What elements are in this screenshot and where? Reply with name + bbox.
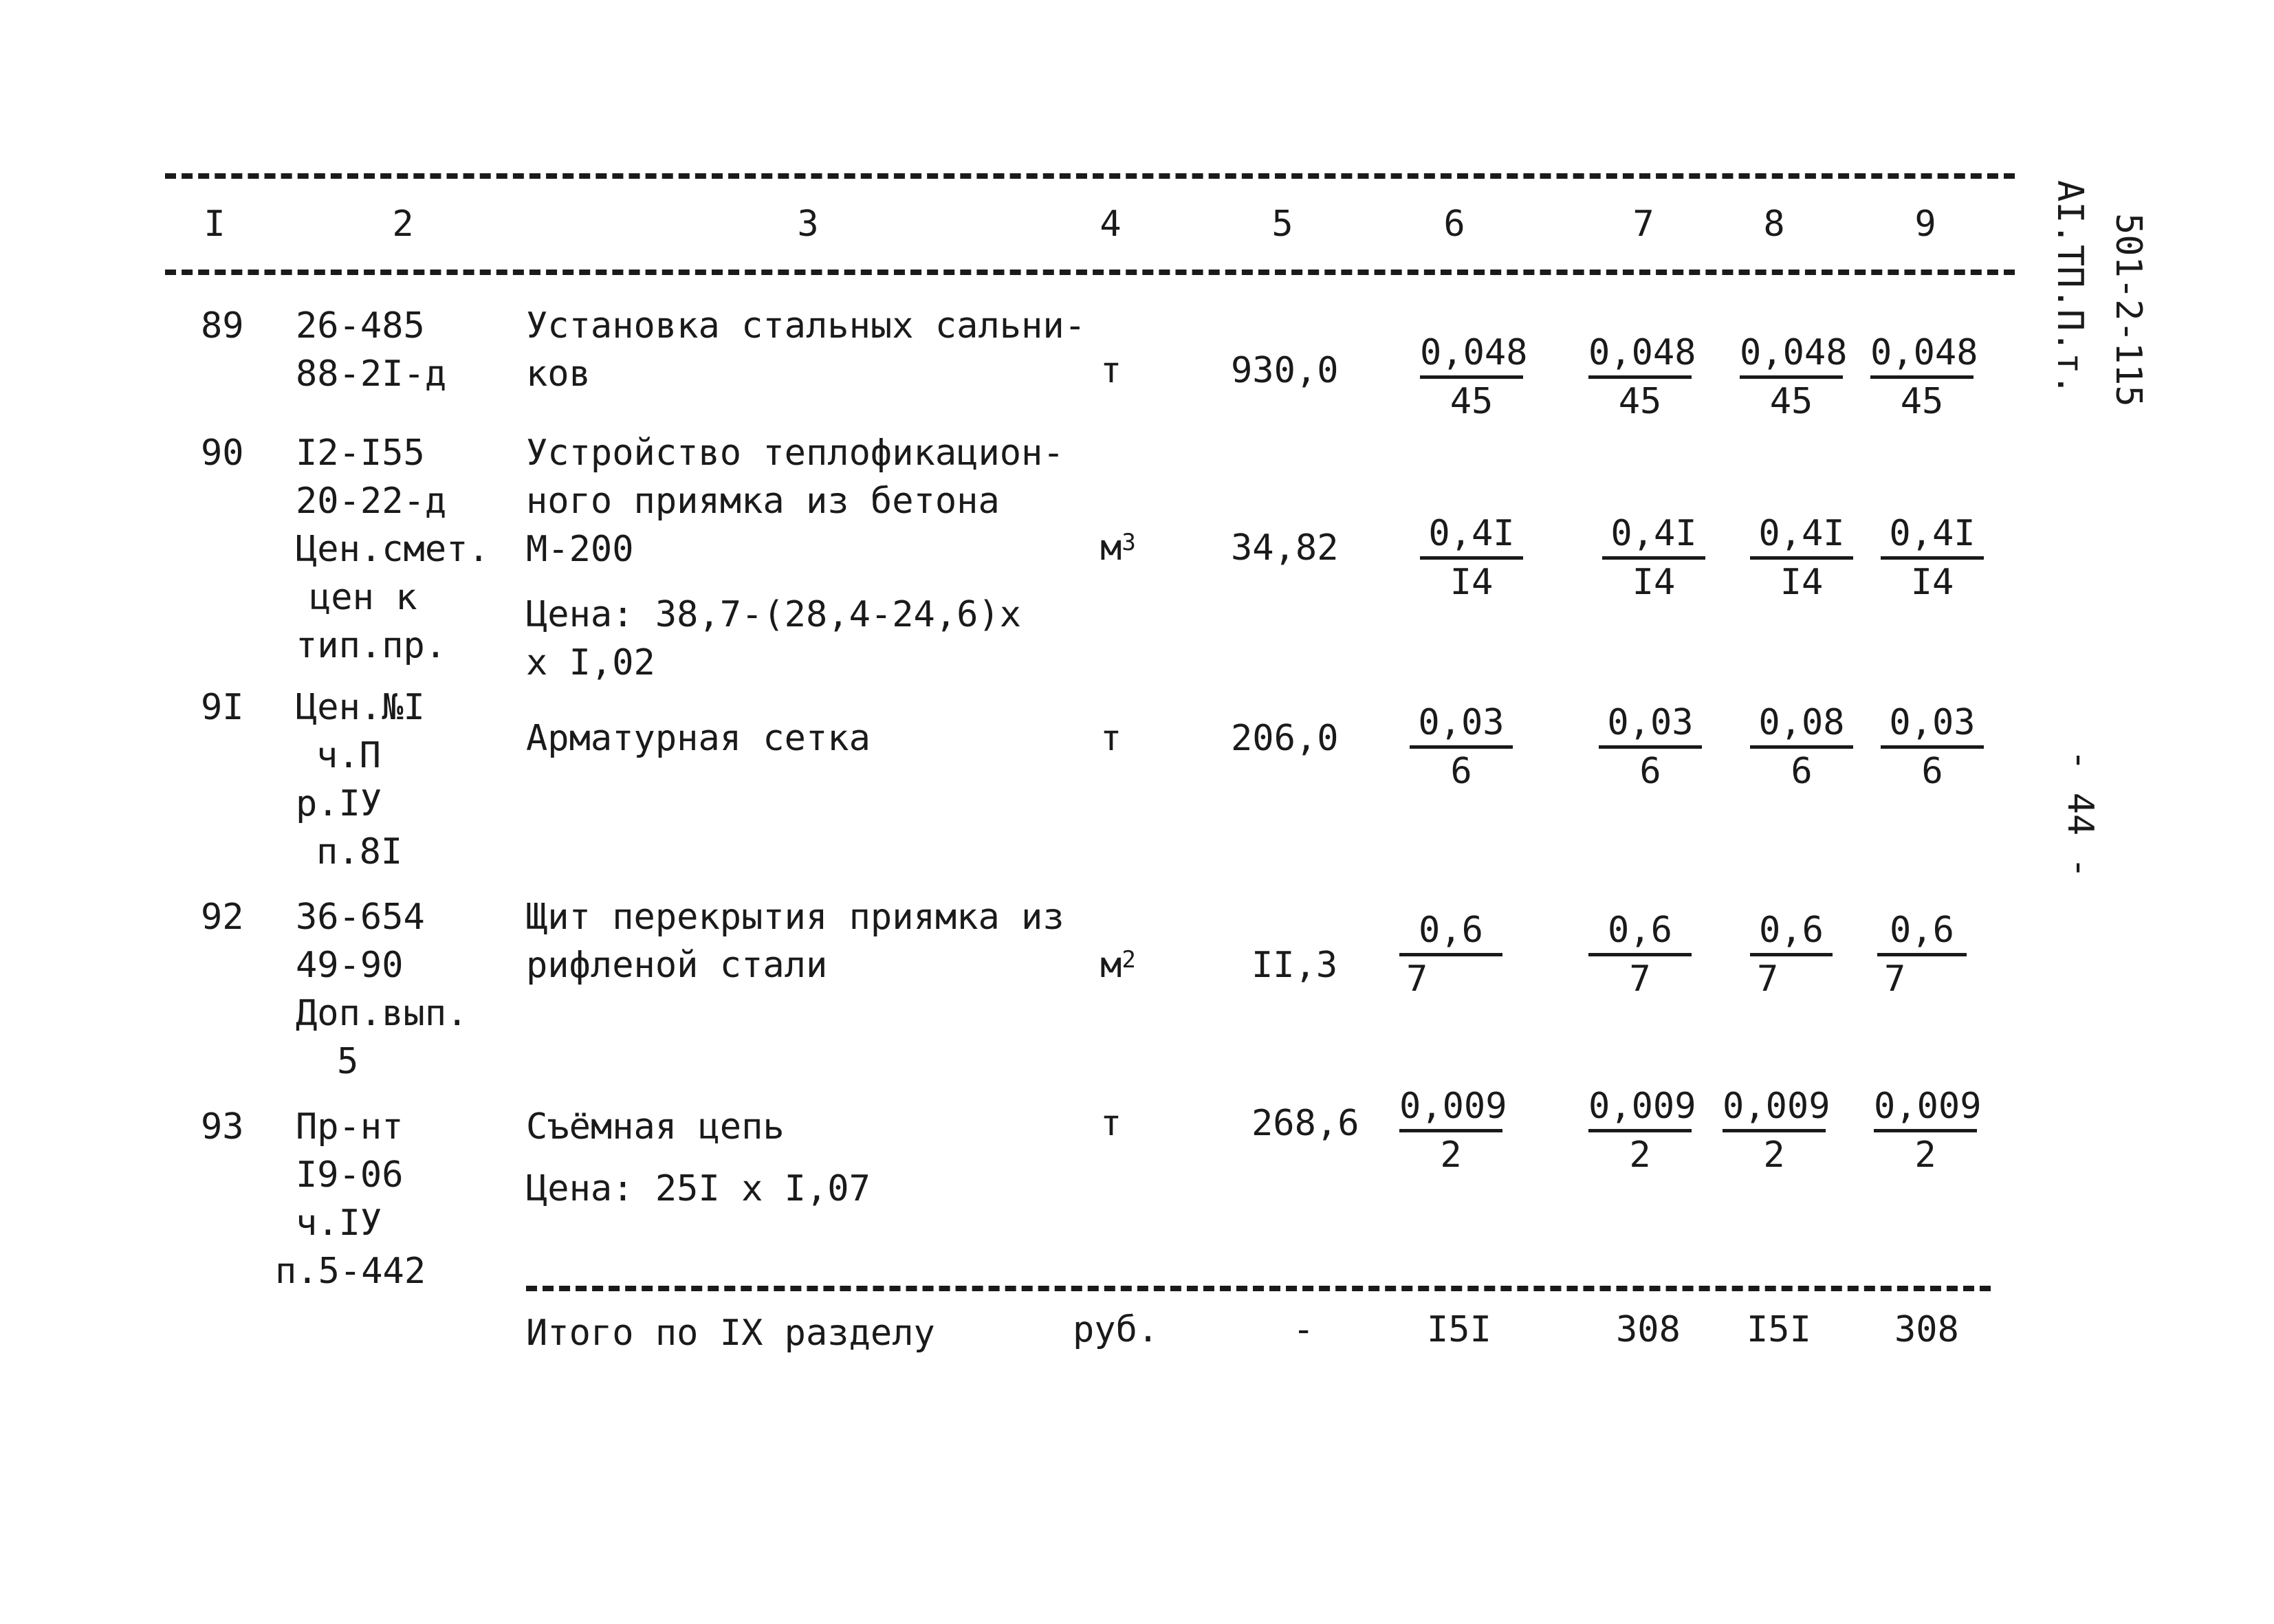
row-code: 5	[337, 1041, 359, 1082]
cost-col6: $\frac{0,009}{2}$	[1399, 1086, 1507, 1176]
unit-text: т	[1100, 1103, 1122, 1144]
unit-text: м	[1100, 945, 1122, 986]
row-quantity: 206,0	[1231, 718, 1339, 759]
cost-col7: $\frac{0,4I}{I4}$	[1602, 512, 1705, 604]
row-price-note: Цена: 25I х I,07	[526, 1168, 871, 1209]
row-number: 93	[201, 1106, 244, 1148]
row-code: цен к	[309, 577, 417, 618]
row-code: тип.пр.	[296, 625, 447, 666]
cost-col6: $\frac{0,6}{7}$	[1399, 909, 1502, 1000]
total-rule	[526, 1286, 1991, 1291]
col-header-8: 8	[1763, 204, 1785, 245]
cost-col8: $\frac{0,4I}{I4}$	[1750, 512, 1853, 604]
cost-col6: $\frac{0,03}{6}$	[1410, 701, 1513, 793]
row-code: ч.IУ	[296, 1203, 382, 1244]
row-number: 9I	[201, 687, 244, 728]
row-description: Съёмная цепь	[526, 1106, 785, 1148]
col-header-5: 5	[1271, 204, 1293, 245]
row-quantity: II,3	[1251, 945, 1338, 986]
row-code: I9-06	[296, 1154, 404, 1196]
cost-col6: $\frac{0,048}{45}$	[1420, 332, 1528, 422]
total-label: Итого по IX разделу	[526, 1313, 935, 1354]
row-code: Пр-нт	[296, 1106, 404, 1148]
row-code: I2-I55	[296, 432, 425, 474]
cost-col8: $\frac{0,6}{7}$	[1750, 909, 1833, 1000]
cost-col8: $\frac{0,048}{45}$	[1740, 332, 1848, 422]
total-col7: 308	[1616, 1309, 1681, 1350]
cost-col9: $\frac{0,6}{7}$	[1877, 909, 1967, 1000]
row-description: Щит перекрытия приямка из	[526, 897, 1064, 938]
unit-text: т	[1100, 350, 1122, 391]
total-quantity: -	[1293, 1309, 1315, 1350]
row-price-note: Цена: 38,7-(28,4-24,6)х	[526, 594, 1022, 635]
row-code: ч.П	[316, 735, 381, 776]
unit-text: т	[1100, 718, 1122, 759]
cost-col9: $\frac{0,4I}{I4}$	[1881, 512, 1984, 604]
col-header-6: 6	[1443, 204, 1465, 245]
row-description: Устройство теплофикацион-	[526, 432, 1064, 474]
row-description: М-200	[526, 529, 634, 570]
row-unit	[1100, 347, 1122, 394]
unit-exponent: 3	[1122, 529, 1136, 556]
cost-col7: $\frac{0,048}{45}$	[1588, 332, 1696, 422]
total-col6: I5I	[1427, 1309, 1491, 1350]
row-description: рифленой стали	[526, 945, 828, 986]
row-code: п.5-442	[275, 1251, 426, 1292]
col-header-1: I	[204, 204, 226, 245]
row-number: 92	[201, 897, 244, 938]
cost-col9: $\frac{0,009}{2}$	[1874, 1086, 1982, 1176]
row-description: Установка стальных сальни-	[526, 305, 1086, 347]
cost-col6: $\frac{0,4I}{I4}$	[1420, 512, 1523, 604]
col-header-9: 9	[1914, 204, 1936, 245]
cost-col7: $\frac{0,6}{7}$	[1588, 909, 1692, 1000]
row-number: 90	[201, 432, 244, 474]
row-unit	[1100, 942, 1136, 989]
col-header-4: 4	[1100, 204, 1122, 245]
row-quantity: 268,6	[1251, 1103, 1359, 1144]
cost-col9: $\frac{0,03}{6}$	[1881, 701, 1984, 793]
cost-col8: $\frac{0,08}{6}$	[1750, 701, 1853, 793]
row-description: ного приямка из бетона	[526, 481, 1000, 522]
row-code: 36-654	[296, 897, 425, 938]
row-unit	[1100, 1100, 1122, 1147]
row-unit	[1100, 715, 1122, 762]
row-code: п.8I	[316, 831, 403, 873]
row-description: Арматурная сетка	[526, 718, 871, 759]
row-quantity: 34,82	[1231, 527, 1339, 569]
page-number: - 44 -	[2059, 749, 2101, 879]
cost-col9: $\frac{0,048}{45}$	[1870, 332, 1978, 422]
cost-col7: $\frac{0,009}{2}$	[1588, 1086, 1696, 1176]
total-col9: 308	[1894, 1309, 1959, 1350]
row-code: Доп.вып.	[296, 993, 468, 1034]
side-reference: АI.ТП.П.т.	[2049, 180, 2090, 396]
row-code: 20-22-д	[296, 481, 447, 522]
row-code: 88-2I-д	[296, 353, 447, 395]
header-bottom-rule	[165, 270, 2015, 275]
row-code: Цен.смет.	[296, 529, 490, 570]
col-header-2: 2	[392, 204, 414, 245]
row-description: ков	[526, 353, 591, 395]
unit-text: м	[1100, 527, 1122, 569]
cost-col8: $\frac{0,009}{2}$	[1723, 1086, 1830, 1176]
side-doc-code: 501-2-115	[2108, 213, 2149, 407]
row-number: 89	[201, 305, 244, 347]
row-code: Цен.№I	[296, 687, 425, 728]
col-header-3: 3	[797, 204, 819, 245]
cost-col7: $\frac{0,03}{6}$	[1599, 701, 1702, 793]
col-header-7: 7	[1632, 204, 1654, 245]
row-quantity: 930,0	[1231, 350, 1339, 391]
row-code: 49-90	[296, 945, 404, 986]
row-code: р.IУ	[296, 783, 382, 824]
row-code: 26-485	[296, 305, 425, 347]
total-unit: руб.	[1073, 1309, 1159, 1350]
row-unit	[1100, 525, 1136, 571]
row-price-note: х I,02	[526, 642, 655, 683]
total-col8: I5I	[1747, 1309, 1811, 1350]
header-top-rule	[165, 173, 2015, 179]
unit-exponent: 2	[1122, 946, 1136, 974]
